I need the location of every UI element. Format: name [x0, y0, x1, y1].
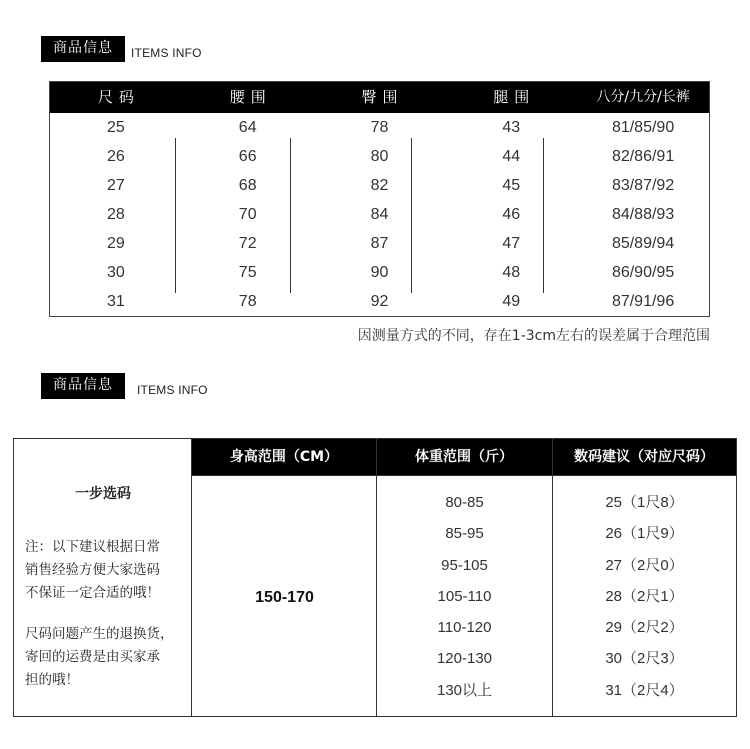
cell-length: 84/88/93 [611, 206, 675, 223]
table-row [50, 200, 709, 229]
size-suggestion-item: 29（2尺2） [605, 619, 684, 637]
cell-size: 28 [107, 206, 125, 223]
table-row [50, 113, 709, 142]
table-row [50, 171, 709, 200]
header-size: 尺码 [97, 88, 140, 106]
cell-waist: 64 [238, 119, 257, 136]
weight-range-item: 110-120 [437, 619, 492, 637]
side-note [25, 536, 190, 692]
side-title: 一步选码 [75, 486, 131, 502]
cell-hip: 78 [370, 119, 389, 136]
weight-range-item: 95-105 [441, 556, 488, 574]
cell-waist: 72 [238, 235, 257, 252]
table-row [50, 229, 709, 258]
cell-waist: 75 [238, 264, 257, 281]
header-weight-range: 体重范围（斤） [376, 439, 552, 475]
cell-waist: 68 [238, 177, 257, 194]
cell-waist: 66 [238, 148, 257, 165]
size-suggestion-item: 27（2尺0） [605, 556, 684, 574]
header-length: 八分/九分/长裤 [596, 89, 690, 105]
size-suggestion-item: 31（2尺4） [605, 681, 684, 699]
header-height-range: 身高范围（CM） [192, 439, 376, 475]
section-tag-en: ITEMS INFO [137, 383, 208, 397]
cell-length: 83/87/92 [611, 177, 675, 194]
column-divider [411, 138, 412, 293]
cell-length: 87/91/96 [611, 293, 675, 310]
weight-range-list [377, 487, 552, 706]
column-divider [543, 138, 544, 293]
cell-thigh: 45 [502, 177, 521, 194]
height-range-value: 150-170 [255, 589, 314, 606]
weight-range-item: 85-95 [445, 525, 484, 543]
weight-range-item: 120-130 [436, 650, 493, 668]
cell-hip: 92 [370, 293, 389, 310]
cell-thigh: 46 [502, 206, 521, 223]
size-recommendation-table [13, 438, 737, 717]
note-line: 不保证一定合适的哦！ [25, 585, 160, 601]
cell-thigh: 43 [502, 119, 521, 136]
section-header-items-info-2 [41, 373, 208, 399]
cell-waist: 78 [238, 293, 257, 310]
size-suggestion-item: 26（1尺9） [605, 525, 684, 543]
size-suggestion-list [553, 487, 736, 706]
size-suggestion-item: 30（2尺3） [605, 650, 684, 668]
note-line: 销售经验方便大家选码 [25, 562, 160, 578]
table-row [50, 142, 709, 171]
header-hip: 臀围 [361, 88, 404, 106]
cell-waist: 70 [238, 206, 257, 223]
header-divider [192, 475, 736, 476]
cell-size: 31 [107, 293, 125, 310]
table-row [50, 258, 709, 287]
measurement-note: 因测量方式的不同，存在1-3cm左右的误差属于合理范围 [357, 328, 710, 344]
weight-range-item: 105-110 [437, 587, 492, 605]
header-thigh: 腿围 [493, 88, 536, 106]
cell-length: 82/86/91 [611, 148, 675, 165]
cell-thigh: 47 [502, 235, 521, 252]
section-header-items-info-1 [41, 36, 202, 62]
header-waist: 腰围 [229, 88, 272, 106]
cell-size: 25 [107, 119, 125, 136]
recommendation-side-panel [14, 439, 192, 716]
column-divider [290, 138, 291, 293]
size-chart-table [49, 81, 710, 317]
cell-length: 86/90/95 [611, 264, 675, 281]
cell-thigh: 48 [502, 264, 521, 281]
size-suggestion-item: 28（2尺1） [605, 587, 684, 605]
cell-length: 85/89/94 [611, 235, 675, 252]
size-suggestion-item: 25（1尺8） [605, 494, 684, 511]
column-divider [175, 138, 176, 293]
cell-hip: 84 [370, 206, 389, 223]
size-table-header [50, 82, 709, 113]
weight-range-item: 80-85 [445, 494, 484, 511]
cell-length: 81/85/90 [611, 119, 675, 136]
note-line: 尺码问题产生的退换货， [25, 626, 174, 642]
cell-hip: 87 [370, 235, 389, 252]
size-table-body [50, 113, 709, 316]
cell-size: 30 [107, 264, 125, 281]
note-line: 注：以下建议根据日常 [25, 539, 160, 555]
section-tag-label: 商品信息 [41, 36, 125, 62]
section-tag-label: 商品信息 [41, 373, 125, 399]
table-row [50, 287, 709, 316]
cell-hip: 80 [370, 148, 389, 165]
weight-range-item: 130以上 [436, 681, 493, 699]
cell-thigh: 44 [502, 148, 521, 165]
note-line: 担的哦！ [25, 672, 79, 688]
cell-size: 27 [107, 177, 125, 194]
cell-size: 26 [107, 148, 125, 165]
header-size-suggestion: 数码建议（对应尺码） [552, 439, 736, 475]
note-line: 寄回的运费是由买家承 [25, 649, 160, 665]
cell-hip: 90 [370, 264, 389, 281]
cell-size: 29 [107, 235, 125, 252]
section-tag-en: ITEMS INFO [131, 46, 202, 60]
cell-hip: 82 [370, 177, 389, 194]
cell-thigh: 49 [502, 293, 521, 310]
